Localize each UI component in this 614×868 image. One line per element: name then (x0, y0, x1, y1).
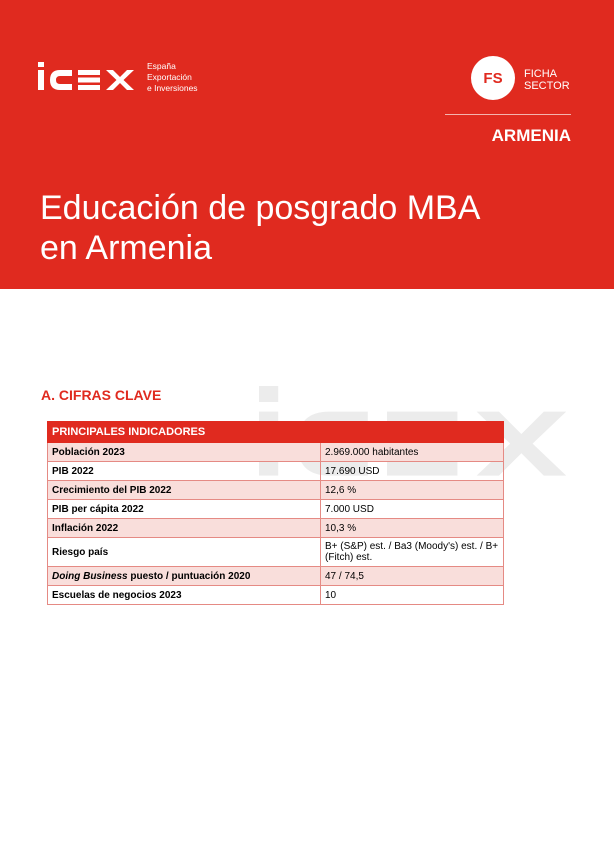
fs-badge: FS (471, 56, 515, 100)
header-divider (445, 114, 571, 115)
table-row (48, 586, 504, 605)
indicator-label: Inflación 2022 (48, 519, 321, 538)
indicator-label-suffix: puesto / puntuación 2020 (127, 570, 251, 582)
logo-tagline-line: España (147, 61, 176, 71)
indicator-value: 10,3 % (321, 519, 504, 538)
table-row (48, 481, 504, 500)
indicator-label: Riesgo país (48, 538, 321, 567)
indicator-label: Escuelas de negocios 2023 (48, 586, 321, 605)
indicator-label: Crecimiento del PIB 2022 (48, 481, 321, 500)
table-row (48, 519, 504, 538)
indicator-value: 47 / 74,5 (321, 567, 504, 586)
country-label: ARMENIA (491, 126, 571, 145)
indicator-value: 2.969.000 habitantes (321, 443, 504, 462)
indicator-value: B+ (S&P) est. / Ba3 (Moody's) est. / B+ (Fitch) est. (321, 538, 504, 567)
table-row (48, 567, 504, 586)
title-line: en Armenia (40, 229, 212, 267)
indicator-label (48, 567, 321, 586)
table-row (48, 443, 504, 462)
key-indicators-table (47, 421, 504, 605)
ficha-label: FICHA (524, 68, 557, 80)
table-row (48, 500, 504, 519)
sector-label: SECTOR (524, 80, 570, 92)
indicator-value: 10 (321, 586, 504, 605)
ficha-sector-label (524, 68, 570, 92)
indicator-label: PIB per cápita 2022 (48, 500, 321, 519)
indicator-value: 17.690 USD (321, 462, 504, 481)
indicator-value: 7.000 USD (321, 500, 504, 519)
title-line: Educación de posgrado MBA (40, 189, 481, 227)
header-banner (0, 0, 614, 289)
table-row (48, 538, 504, 567)
logo-tagline (147, 61, 198, 94)
indicator-label: PIB 2022 (48, 462, 321, 481)
logo-tagline-line: e Inversiones (147, 83, 198, 93)
indicator-label: Población 2023 (48, 443, 321, 462)
icex-logo[interactable] (38, 62, 138, 92)
section-heading: A. CIFRAS CLAVE (41, 387, 162, 403)
indicator-value: 12,6 % (321, 481, 504, 500)
doing-business-label: Doing Business (52, 570, 128, 582)
table-header-row (48, 422, 504, 443)
logo-tagline-line: Exportación (147, 72, 192, 82)
document-title (40, 188, 560, 268)
table-header: PRINCIPALES INDICADORES (48, 422, 504, 443)
table-row (48, 462, 504, 481)
